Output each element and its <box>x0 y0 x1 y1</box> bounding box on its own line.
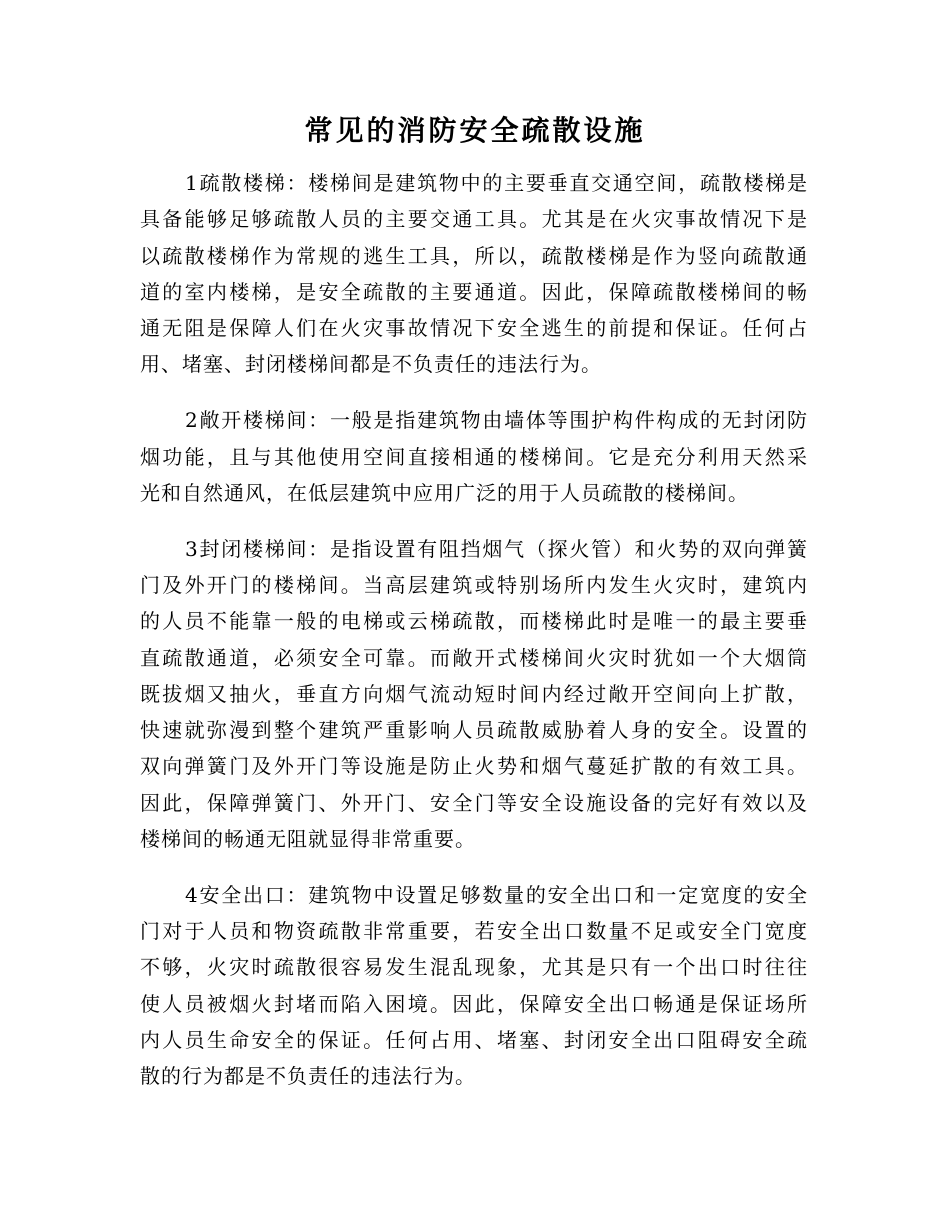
paragraph-line: 快速就弥漫到整个建筑严重影响人员疏散威胁着人身的安全。设置的 <box>140 718 808 743</box>
paragraph-line: 道的室内楼梯，是安全疏散的主要通道。因此，保障疏散楼梯间的畅 <box>140 279 808 304</box>
paragraph-line: 门对于人员和物资疏散非常重要，若安全出口数量不足或安全门宽度 <box>140 919 808 944</box>
paragraph-line: 因此，保障弹簧门、外开门、安全门等安全设施设备的完好有效以及 <box>140 790 808 815</box>
paragraph-line: 散的行为都是不负责任的违法行为。 <box>140 1064 476 1089</box>
paragraph-enclosed-stairwell <box>140 531 808 858</box>
paragraph-line: 楼梯间的畅通无阻就显得非常重要。 <box>140 827 476 852</box>
paragraph-open-stairwell <box>140 402 808 511</box>
paragraph-line: 门及外开门的楼梯间。当高层建筑或特别场所内发生火灾时，建筑内 <box>140 572 808 597</box>
paragraph-line: 直疏散通道，必须安全可靠。而敞开式楼梯间火灾时犹如一个大烟筒 <box>140 645 808 670</box>
paragraph-line: 3封闭楼梯间：是指设置有阻挡烟气（探火管）和火势的双向弹簧 <box>185 536 808 561</box>
paragraph-line: 双向弹簧门及外开门等设施是防止火势和烟气蔓延扩散的有效工具。 <box>140 754 808 779</box>
paragraph-line: 使人员被烟火封堵而陷入困境。因此，保障安全出口畅通是保证场所 <box>140 991 808 1016</box>
paragraph-line: 不够，火灾时疏散很容易发生混乱现象，尤其是只有一个出口时往往 <box>140 955 808 980</box>
paragraph-line: 具备能够足够疏散人员的主要交通工具。尤其是在火灾事故情况下是 <box>140 207 808 232</box>
paragraph-line: 既拔烟又抽火，垂直方向烟气流动短时间内经过敞开空间向上扩散， <box>140 681 808 706</box>
paragraph-line: 光和自然通风，在低层建筑中应用广泛的用于人员疏散的楼梯间。 <box>140 480 749 505</box>
paragraph-line: 2敞开楼梯间：一般是指建筑物由墙体等围护构件构成的无封闭防 <box>185 408 808 433</box>
paragraph-line: 通无阻是保障人们在火灾事故情况下安全逃生的前提和保证。任何占 <box>140 316 808 341</box>
paragraph-line: 内人员生命安全的保证。任何占用、堵塞、封闭安全出口阻碍安全疏 <box>140 1028 808 1053</box>
document-body <box>140 165 808 1114</box>
paragraph-line: 4安全出口：建筑物中设置足够数量的安全出口和一定宽度的安全 <box>185 882 808 907</box>
paragraph-safety-exit <box>140 877 808 1095</box>
document-title: 常见的消防安全疏散设施 <box>304 114 646 147</box>
paragraph-line: 1疏散楼梯：楼梯间是建筑物中的主要垂直交通空间，疏散楼梯是 <box>185 171 808 195</box>
paragraph-evacuation-stairs <box>140 165 808 383</box>
paragraph-line: 的人员不能靠一般的电梯或云梯疏散，而楼梯此时是唯一的最主要垂 <box>140 609 808 634</box>
paragraph-line: 用、堵塞、封闭楼梯间都是不负责任的违法行为。 <box>140 352 602 377</box>
paragraph-line: 以疏散楼梯作为常规的逃生工具，所以，疏散楼梯是作为竖向疏散通 <box>140 243 808 268</box>
paragraph-line: 烟功能，且与其他使用空间直接相通的楼梯间。它是充分利用天然采 <box>140 444 808 469</box>
